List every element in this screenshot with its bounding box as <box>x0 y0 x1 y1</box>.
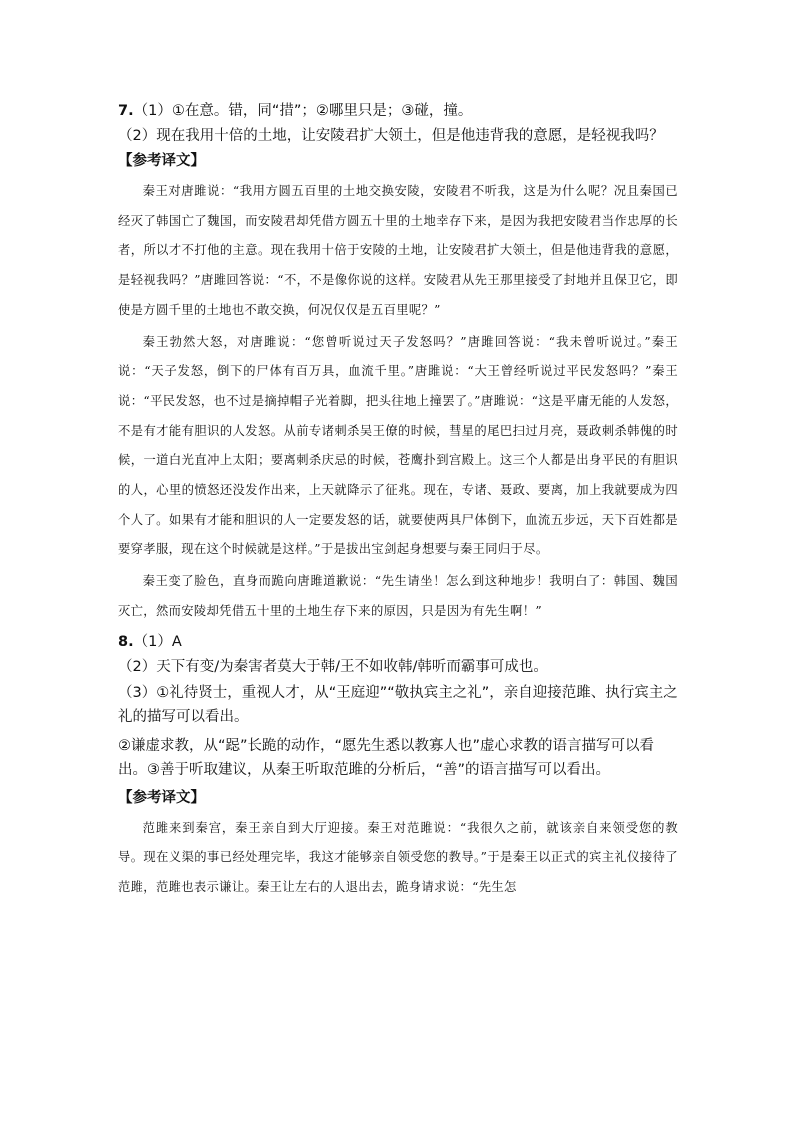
q7-answer-2: （2）现在我用十倍的土地，让安陵君扩大领土，但是他违背我的意愿，是轻视我吗？ <box>118 128 664 144</box>
q7-answer-1-text: （1）①在意。错，同“措”；②哪里只是；③碰，撞。 <box>133 103 473 119</box>
q7-reference-translation-heading: 【参考译文】 <box>118 153 205 169</box>
q7-answer-1 <box>118 100 678 122</box>
q8-answer-1-text: （1）A <box>133 633 182 650</box>
q8-answer-3: （3）①礼待贤士，重视人才，从“王庭迎”“敬执宾主之礼”，亲自迎接范雎、执行宾主之礼的描写可以看出。 <box>118 684 678 725</box>
q8-answer-2: （2）天下有变/为秦害者莫大于韩/王不如收韩/韩听而霸事可成也。 <box>118 658 548 675</box>
document-page <box>118 100 678 905</box>
q7-translation-paragraph-1: 秦王对唐雎说：“我用方圆五百里的土地交换安陵，安陵君不听我，这是为什么呢？况且秦国已经灭了韩国亡了魏国，而安陵君却凭借方圆五十里的土地幸存下来，是因为我把安陵君当作忠厚的长者，所以才不打他的主意。现在我用十倍于安陵的土地，让安陵君扩大领土，但是他违背我的意愿，是轻视我吗？”唐雎回答说：“不，不是像你说的这样。安陵君从先王那里接受了封地并且保卫它，即使是方圆千里的土地也不敢交换，何况仅仅是五百里呢？” <box>118 184 678 317</box>
q7-number: 7. <box>118 103 134 119</box>
q7-translation-paragraph-2: 秦王勃然大怒，对唐雎说：“您曾听说过天子发怒吗？”唐雎回答说：“我未曾听说过。”秦王说：“天子发怒，倒下的尸体有百万具，血流千里。”唐雎说：“大王曾经听说过平民发怒吗？”秦王说：“平民发怒，也不过是摘掉帽子光着脚，把头往地上撞罢了。”唐雎说：“这是平庸无能的人发怒，不是有才能有胆识的人发怒。从前专诸刺杀吴王僚的时候，彗星的尾巴扫过月亮，聂政刺杀韩傀的时候，一道白光直冲上太阳；要离刺杀庆忌的时候，苍鹰扑到宫殿上。这三个人都是出身平民的有胆识的人，心里的愤怒还没发作出来，上天就降示了征兆。现在，专诸、聂政、要离，加上我就要成为四个人了。如果有才能和胆识的人一定要发怒的话，就要使两具尸体倒下，血流五步远，天下百姓都是要穿孝服，现在这个时候就是这样。”于是拔出宝剑起身想要与秦王同归于尽。 <box>118 334 678 557</box>
q8-translation-paragraph-1: 范雎来到秦宫，秦王亲自到大厅迎接。秦王对范雎说：“我很久之前，就该亲自来领受您的教导。现在义渠的事已经处理完毕，我这才能够亲自领受您的教导。”于是秦王以正式的宾主礼仪接待了范雎，范雎也表示谦让。秦王让左右的人退出去，跪身请求说：“先生怎 <box>118 820 678 894</box>
q8-answer-4: ②谦虚求教，从“跽”长跪的动作，“愿先生悉以教寡人也”虚心求教的语言描写可以看出。③善于听取建议，从秦王听取范雎的分析后，“善”的语言描写可以看出。 <box>118 737 655 778</box>
q8-reference-translation-heading: 【参考译文】 <box>118 789 205 806</box>
q8-number: 8. <box>118 633 134 650</box>
q7-translation-paragraph-3: 秦王变了脸色，直身而跪向唐雎道歉说：“先生请坐！怎么到这种地步！我明白了：韩国、魏国灭亡，然而安陵却凭借五十里的土地生存下来的原因，只是因为有先生啊！” <box>118 574 678 618</box>
q8-answer-1 <box>118 631 678 653</box>
